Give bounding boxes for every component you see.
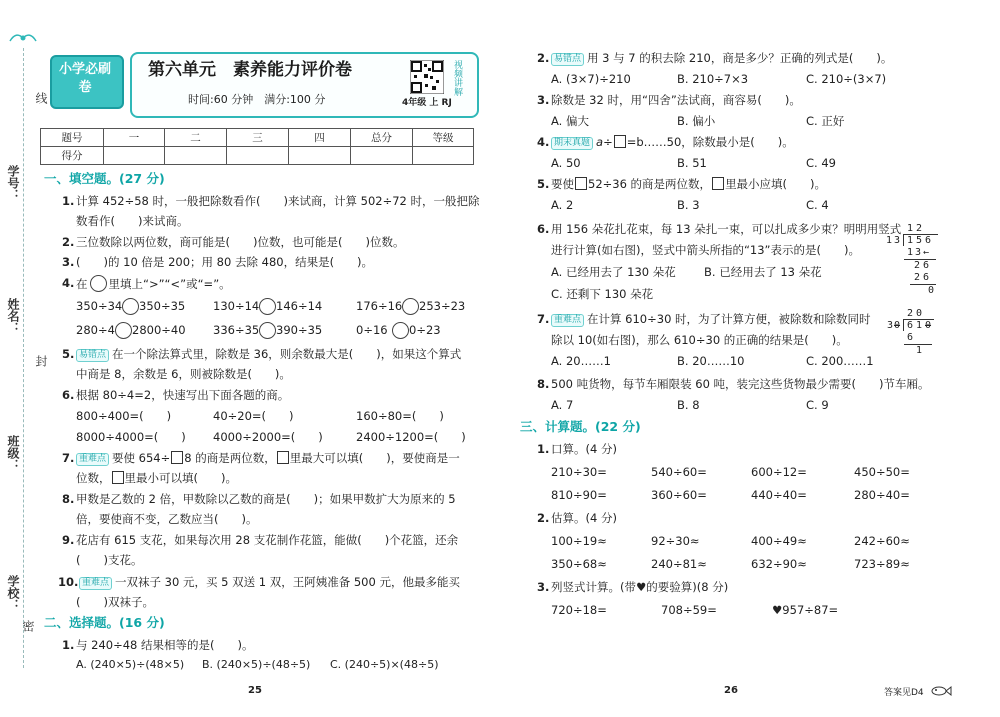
option[interactable]: A. (240×5)÷(48×5) <box>76 658 185 671</box>
section1-title: 一、填空题。(27 分) <box>44 171 165 186</box>
s2-q5-t3: 里最小应填( )。 <box>725 177 827 191</box>
s1-q4-post: 里填上“>”“<”或“=”。 <box>108 277 231 291</box>
s2-q7-line1 <box>551 311 871 327</box>
s1-q7-t5: 里最小可以填( )。 <box>124 471 237 485</box>
q-number: 3. <box>537 93 550 107</box>
ld1-row2: 26 <box>914 260 933 271</box>
quick-calc: 800÷400=( ) <box>76 409 172 423</box>
estimate: 242÷60≈ <box>854 534 910 548</box>
q-number: 5. <box>62 347 75 361</box>
s2-q6-line2: 进行计算(如右图)，竖式中箭头所指的“13”表示的是( )。 <box>551 243 860 257</box>
option[interactable]: C. 4 <box>806 198 829 212</box>
oral-calc: 210÷30= <box>551 465 607 479</box>
s1-q8-line1: 甲数是乙数的 2 倍，甲数除以乙数的商是( )；如果甲数扩大为原来的 5 <box>76 492 456 506</box>
s3-q3: 列竖式计算。(带♥的要验算)(8 分) <box>551 580 729 594</box>
oral-calc: 600÷12= <box>751 465 807 479</box>
s1-q5-line2: 中商是 8，余数是 6，则被除数是( )。 <box>76 367 291 381</box>
ld2-divisor-zero-crossed: 0 <box>894 320 901 331</box>
tag-final-exam: 期末真题 <box>551 137 593 150</box>
q-number: 7. <box>537 312 550 326</box>
s1-q4-pre: 在 <box>76 277 88 291</box>
q-number: 6. <box>537 222 550 236</box>
s1-q7-line2 <box>76 470 237 486</box>
tag-key-point: 重难点 <box>76 453 109 466</box>
margin-xingming: 姓名： <box>6 298 20 334</box>
score-header-cell: 四 <box>289 129 351 147</box>
cmp-left: 0÷16 <box>356 323 388 337</box>
section3-title: 三、计算题。(22 分) <box>520 419 641 434</box>
s2-q7-text: 在计算 610÷30 时，为了计算方便，被除数和除数同时 <box>587 312 871 326</box>
option[interactable]: A. 20……1 <box>551 354 611 368</box>
ld2-dividend-zero-crossed: 0 <box>925 320 932 331</box>
quick-calc: 4000÷2000=( ) <box>213 430 323 444</box>
q-number: 5. <box>537 177 550 191</box>
q-number: 1. <box>62 194 75 208</box>
margin-feng: 封 <box>34 355 48 367</box>
blank-box <box>277 451 289 464</box>
cmp-circle-input[interactable] <box>400 298 421 315</box>
oral-calc: 360÷60= <box>651 488 707 502</box>
score-cell[interactable] <box>413 147 474 165</box>
ld1-divisor: 13 <box>886 235 903 246</box>
s2-q2 <box>551 50 892 66</box>
s1-q6: 根据 80÷4=2，快速写出下面各题的商。 <box>76 388 290 402</box>
option[interactable]: B. 8 <box>677 398 700 412</box>
answer-ref: 答案见D4 <box>884 688 924 698</box>
s1-q8-line2: 倍，要使商不变，乙数应当( )。 <box>76 512 258 526</box>
option[interactable]: C. (240÷5)×(48÷5) <box>330 658 439 671</box>
q-number: 4. <box>537 135 550 149</box>
s3-q1: 口算。(4 分) <box>551 442 617 456</box>
ld2-dividend: 61 <box>907 320 926 331</box>
page-title: 第六单元 素养能力评价卷 <box>148 60 352 80</box>
q-number: 8. <box>62 492 75 506</box>
score-header-cell: 一 <box>104 129 165 147</box>
margin-mi: 密 <box>21 620 35 632</box>
score-header-cell: 总分 <box>351 129 413 147</box>
q-number: 2. <box>537 51 550 65</box>
margin-banji: 班级： <box>6 435 20 471</box>
grade-label: 4年级 上 RJ <box>402 98 452 108</box>
s1-q9-line1: 花店有 615 支花，如果每次用 28 支花制作花篮，能做( )个花篮，还余 <box>76 533 459 547</box>
s1-q7-t3: 里最大可以填( )，要使商是一 <box>289 451 460 465</box>
s1-q5-text1: 在一个除法算式里，除数是 36，则余数最大是( )，如果这个算式 <box>112 347 462 361</box>
option[interactable]: C. 210÷(3×7) <box>806 72 887 86</box>
section2-title: 二、选择题。(16 分) <box>44 615 165 630</box>
option[interactable]: B. 51 <box>677 156 707 170</box>
estimate: 632÷90≈ <box>751 557 807 571</box>
s1-q1-line1: 计算 452÷58 时，一般把除数看作( )来试商，计算 502÷72 时，一般把除 <box>76 194 480 208</box>
option[interactable]: B. 210÷7×3 <box>677 72 749 86</box>
estimate: 240÷81≈ <box>651 557 707 571</box>
s2-q3: 除数是 32 时，用“四舍”法试商，商容易( )。 <box>551 93 801 107</box>
quick-calc: 40÷20=( ) <box>213 409 294 423</box>
margin-xuexiao: 学校： <box>6 575 20 611</box>
cmp-left: 176÷16 <box>356 299 403 313</box>
score-cell[interactable] <box>289 147 351 165</box>
compare-circle-icon <box>90 275 107 292</box>
oral-calc: 280÷40= <box>854 488 910 502</box>
video-label: 视频讲解 <box>452 60 462 96</box>
option[interactable]: B. 20……10 <box>677 354 745 368</box>
ld2-row2: 1 <box>916 345 923 356</box>
score-cell[interactable] <box>165 147 227 165</box>
q-number: 2. <box>62 235 75 249</box>
page-number-right: 26 <box>724 685 738 696</box>
s2-q5-t1: 要使 <box>551 177 574 191</box>
s1-q3: ( )的 10 倍是 200；用 80 去除 480，结果是( )。 <box>76 255 374 269</box>
cmp-right: 253÷23 <box>419 299 466 313</box>
oral-calc: 540÷60= <box>651 465 707 479</box>
quick-calc: 2400÷1200=( ) <box>356 430 466 444</box>
q-number: 6. <box>62 388 75 402</box>
vertical-calc: 708÷59= <box>661 603 717 617</box>
quick-calc: 160÷80=( ) <box>356 409 444 423</box>
option[interactable]: A. 7 <box>551 398 574 412</box>
s1-q2: 三位数除以两位数，商可能是( )位数，也可能是( )位数。 <box>76 235 405 249</box>
ld1-row3: 26 <box>914 272 933 283</box>
ld2-divisor: 3 <box>887 320 894 331</box>
q-number: 3. <box>537 580 550 594</box>
vertical-calc: 720÷18= <box>551 603 607 617</box>
q-number: 10. <box>58 575 79 589</box>
score-row-label: 得分 <box>41 147 104 165</box>
tag-easy-mistake: 易错点 <box>76 349 109 362</box>
vertical-calc: ♥957÷87= <box>772 603 839 617</box>
q-number: 3. <box>62 255 75 269</box>
ld1-dividend: 156 <box>907 235 935 246</box>
option[interactable]: A. 2 <box>551 198 574 212</box>
estimate: 723÷89≈ <box>854 557 910 571</box>
s1-q7-t4: 位数， <box>76 471 111 485</box>
cmp-right: 350÷35 <box>139 299 186 313</box>
score-header-cell: 二 <box>165 129 227 147</box>
cmp-circle-input[interactable] <box>390 322 411 339</box>
blank-box <box>112 471 124 484</box>
score-cell[interactable] <box>227 147 289 165</box>
cmp-right: 0÷23 <box>409 323 441 337</box>
page-number-left: 25 <box>248 685 262 696</box>
q-number: 1. <box>62 638 75 652</box>
option[interactable]: C. 200……1 <box>806 354 874 368</box>
cmp-left: 280÷4 <box>76 323 115 337</box>
blank-box <box>614 135 626 148</box>
s1-q10-line2: ( )双袜子。 <box>76 595 154 609</box>
s1-q9-line2: ( )支花。 <box>76 553 143 567</box>
option[interactable]: A. (3×7)÷210 <box>551 72 631 86</box>
s1-q4 <box>76 275 231 292</box>
score-table <box>40 128 474 165</box>
option[interactable]: C. 49 <box>806 156 836 170</box>
s2-q2-text: 用 3 与 7 的积去除 210，商是多少？正确的列式是( )。 <box>587 51 893 65</box>
s1-q10-line1 <box>79 574 460 590</box>
binding-line <box>23 48 24 668</box>
exam-meta: 时间:60 分钟 满分:100 分 <box>188 93 326 106</box>
s2-q8: 500 吨货物，每节车厢限装 60 吨，装完这些货物最少需要( )节车厢。 <box>551 377 930 391</box>
score-header-cell: 题号 <box>41 129 104 147</box>
s2-q7-line2: 除以 10(如右图)，那么 610÷30 的正确的结果是( )。 <box>551 333 848 347</box>
s2-q5-t2: 52÷36 的商是两位数， <box>588 177 712 191</box>
logo-text: 小学必刷卷 <box>58 62 111 95</box>
score-cell[interactable] <box>351 147 413 165</box>
quick-calc: 8000÷4000=( ) <box>76 430 186 444</box>
q-number: 8. <box>537 377 550 391</box>
q-number: 4. <box>62 276 75 290</box>
ornament-icon <box>8 30 38 44</box>
estimate: 92÷30≈ <box>651 534 700 548</box>
oral-calc: 810÷90= <box>551 488 607 502</box>
option[interactable]: B. 已经用去了 13 朵花 <box>704 265 822 279</box>
margin-xian: 线 <box>34 92 48 104</box>
tag-key-point: 重难点 <box>551 314 584 327</box>
qr-code-icon[interactable] <box>410 60 444 94</box>
option[interactable]: C. 正好 <box>806 114 845 128</box>
q-number: 9. <box>62 533 75 547</box>
fish-icon <box>930 683 952 697</box>
ld1-quotient: 12 <box>907 223 926 234</box>
option[interactable]: B. 3 <box>677 198 700 212</box>
margin-xuehao: 学号： <box>6 165 20 201</box>
cmp-left: 350÷34 <box>76 299 123 313</box>
s1-q5-line1 <box>76 346 461 362</box>
cmp-circle-input[interactable] <box>113 322 134 339</box>
estimate: 400÷49≈ <box>751 534 807 548</box>
s2-q5 <box>551 176 826 192</box>
option[interactable]: B. 偏小 <box>677 114 716 128</box>
score-header-cell: 等级 <box>413 129 474 147</box>
oral-calc: 440÷40= <box>751 488 807 502</box>
s1-q7-line1 <box>76 450 460 466</box>
blank-box <box>575 177 587 190</box>
s2-q6-line1: 用 156 朵花扎花束，每 13 朵扎一束，可以扎成多少束？明明用竖式 <box>551 222 902 236</box>
q-number: 7. <box>62 451 75 465</box>
option[interactable]: C. 还剩下 130 朵花 <box>551 287 654 301</box>
q-number: 1. <box>537 442 550 456</box>
cmp-left: 336÷35 <box>213 323 260 337</box>
ld1-row1: 13← <box>907 247 932 258</box>
estimate: 350÷68≈ <box>551 557 607 571</box>
tag-key-point: 重难点 <box>79 577 112 590</box>
s2-q4 <box>551 134 794 150</box>
ld2-row1: 6 <box>907 332 914 343</box>
cmp-right: 390÷35 <box>276 323 323 337</box>
score-header-cell: 三 <box>227 129 289 147</box>
s2-q1: 与 240÷48 结果相等的是( )。 <box>76 638 254 652</box>
s1-q7-t1: 要使 654÷ <box>112 451 171 465</box>
cmp-left: 130÷14 <box>213 299 260 313</box>
oral-calc: 450÷50= <box>854 465 910 479</box>
tag-easy-mistake: 易错点 <box>551 53 584 66</box>
cmp-circle-input[interactable] <box>120 298 141 315</box>
cmp-right: 2800÷40 <box>132 323 186 337</box>
q-number: 2. <box>537 511 550 525</box>
cmp-right: 146÷14 <box>276 299 323 313</box>
option[interactable]: B. (240×5)÷(48÷5) <box>202 658 311 671</box>
cmp-circle-input[interactable] <box>257 298 278 315</box>
option[interactable]: A. 偏大 <box>551 114 589 128</box>
estimate: 100÷19≈ <box>551 534 607 548</box>
s2-q4-t1: a÷ <box>596 135 613 149</box>
option[interactable]: A. 50 <box>551 156 581 170</box>
s1-q10-text: 一双袜子 30 元，买 5 双送 1 双，王阿姨准备 500 元，他最多能买 <box>115 575 460 589</box>
option[interactable]: C. 9 <box>806 398 829 412</box>
s2-q4-t2: =b……50，除数最小是( )。 <box>626 135 794 149</box>
s1-q7-t2: 8 的商是两位数， <box>184 451 276 465</box>
blank-box[interactable] <box>171 451 183 464</box>
option[interactable]: A. 已经用去了 130 朵花 <box>551 265 676 279</box>
cmp-circle-input[interactable] <box>257 322 278 339</box>
score-cell[interactable] <box>104 147 165 165</box>
s1-q1-line2: 数看作( )来试商。 <box>76 214 189 228</box>
s3-q2: 估算。(4 分) <box>551 511 617 525</box>
ld1-row4: 0 <box>928 285 935 296</box>
blank-box <box>712 177 724 190</box>
ld2-quotient: 20 <box>907 308 926 319</box>
